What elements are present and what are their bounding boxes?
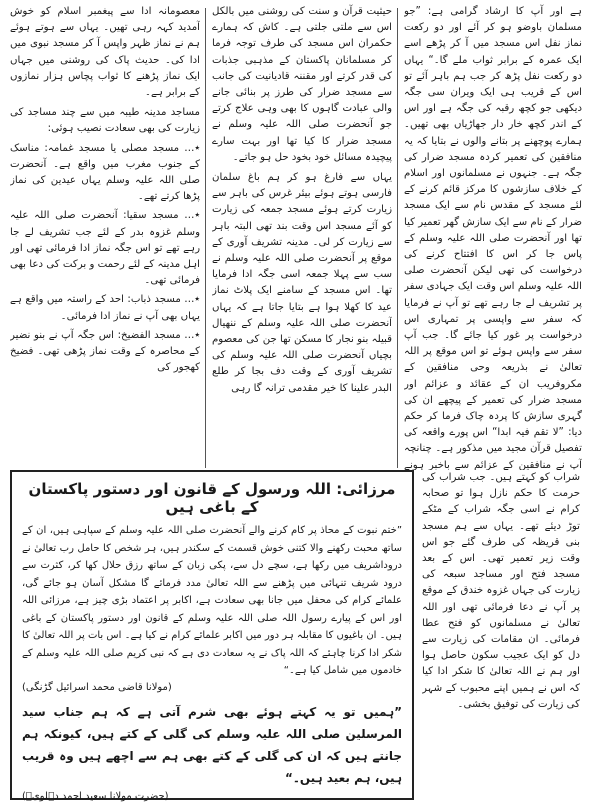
article-column-side <box>422 470 580 800</box>
article-column-left <box>10 4 200 470</box>
box-title: مرزائی: اللہ ورسول کے قانون اور دستور پاکستان کے باغی ہیں <box>28 480 396 516</box>
paragraph: ٭… مسجد الفضیخ: اس جگہ آپ نے بنو نضیر کے محاصرہ کے وقت نماز پڑھی تھی۔ فضیخ کھجور کی <box>10 329 200 374</box>
paragraph: معصومانہ ادا سے پیغمبر اسلام کو خوش آمدید کہہ رہی تھیں۔ یہاں سے ہوتے ہوئے ہم نے نماز ظہر واپس آ کر مسجد نبوی میں ادا کی۔ حدیث پاک کی روشنی میں جہاں ایک نماز پڑھنے کا ثواب پچاس ہزار نمازوں کے برابر ہے۔ <box>10 6 200 99</box>
quote-box <box>10 470 414 800</box>
box-credit: (مولانا قاضی محمد اسرائیل گڑنگی) <box>22 681 172 693</box>
paragraph: حیثیت قرآن و سنت کی روشنی میں بالکل اس سے ملتی جلتی ہے۔ کاش کہ ہمارے حکمران اس مسجد کی طرف توجہ فرما کر مسلمانان پاکستان کے مذہبی جذبات کی قدر کرتے اور مقننہ قادیانیت کی جانب سے مسجد ضرار کی طرز پر بنائی جانے والی عبادت گاہوں کا بھی وہی علاج کرتے جو آنحضرت صلی اللہ علیہ وسلم نے مسجد ضرار کا کیا تھا اور بہت سارے پیچیدہ مسائل خود بخود حل ہو جاتے۔ <box>212 6 392 163</box>
box-quote: ”ہمیں تو یہ کہتے ہوئے بھی شرم آتی ہے کہ ہم جناب سید المرسلین صلی اللہ علیہ وسلم کی گلی کے کتے ہیں، کیونکہ ہم جانتے ہیں کہ ان کی گلی کے کتے بھی ہم سے اچھے ہیں وہ قریب ہیں، ہم بعید ہیں۔“ <box>22 704 402 785</box>
paragraph: ٭… مسجد ذباب: احد کے راستہ میں واقع ہے یہاں بھی آپ نے نماز ادا فرمائی۔ <box>10 294 200 322</box>
paragraph: ٭… مسجد سقیا: آنحضرت صلی اللہ علیہ وسلم غزوہ بدر کے لئے جب تشریف لے جا رہے تھے تو اس جگہ نماز ادا فرمائی تھی اور اہل مدینہ کے لئے رحمت و برکت کی دعا بھی فرمائی تھی۔ <box>10 210 200 287</box>
article-column-middle <box>212 4 392 470</box>
article-columns <box>10 4 582 470</box>
paragraph: شراب کو کہتے ہیں۔ جب شراب کی حرمت کا حکم نازل ہوا تو صحابہ کرام نے اسی جگہ شراب کے مٹکے توڑ دیئے تھے۔ یہاں سے ہم مسجد بنی قریظہ کی طرف گئے جو اس وقت زیر تعمیر تھی۔ اس کے بعد مسجد فتح اور مساجد سبعہ کی زیارت کی جہاں غزوہ خندق کے موقع پر آپ نے دعا فرمائی تھی اور اللہ تعالیٰ نے مسلمانوں کو فتح عطا فرمائی۔ ان مقامات کی زیارت سے دل کو ایک عجیب سکون حاصل ہوا اور ہم نے اللہ تعالیٰ کا شکر ادا کیا کہ اس نے ہمیں اپنے محبوب کے شہر کی زیارت کی توفیق بخشی۔ <box>422 472 580 710</box>
article-column-right <box>404 4 582 470</box>
box-quote: ”ختم نبوت کے محاذ پر کام کرنے والے آنحضرت صلی اللہ علیہ وسلم کے سپاہی ہیں، ان کے ساتھ محبت رکھنے والا کتنی خوش قسمت کے سکندر ہیں، ہر شخص کا حامل رب تعالیٰ نے دروداشریف میں رکھا ہے، سچے دل سے، پکی زبان کے ساتھ رزق حلال کھا کر، کثرت سے درود شریف تنہائی میں پڑھنے سے اللہ تعالیٰ مدد فرمائے گا مشکل آسان ہو جائے گی، علمائے کرام کی محفل میں جانا بھی سعادت ہے، اکابر پر اعتماد بڑی چیز ہے، مرزائی اللہ اور اس کے پیارے رسول اللہ صلی اللہ علیہ وسلم کے قانون اور دستور پاکستان کے باغی ہیں۔ ان باغیوں کا مقابلہ ہر دور میں اکابر علمائے کرام نے کیا ہے۔ اس بات پر اللہ تعالیٰ کا شکر ادا کرنا چاہئے کہ اللہ پاک نے یہ سعادت دی ہے کہ نبی کریم صلی اللہ علیہ وسلم کے خادموں میں شامل کیا ہے۔“ <box>22 525 402 676</box>
paragraph: یہاں سے فارغ ہو کر ہم باغ سلمان فارسی ہوتے ہوئے بیئر غرس کی باہر سے زیارت کرتے ہوئے مسجد جمعہ کی زیارت کو آئے مسجد اس وقت بند تھی البتہ باہر سے زیارت کر لی۔ مدینہ تشریف آوری کے موقع پر آنحضرت صلی اللہ علیہ وسلم نے سب سے پہلا جمعہ اسی جگہ ادا فرمایا تھا۔ اس مسجد کے سامنے ایک پلاٹ نماز عید کا کھلا ہوا ہے بتایا جاتا ہے کہ یہاں آنحضرت صلی اللہ علیہ وسلم کے ننھیال قبیلہ بنو نجار کا مسکن تھا جن کی معصوم بچیاں آنحضرت صلی اللہ علیہ وسلم کی تشریف آوری کے وقت دف بجا کر طلع البدر علینا کا خیر مقدمی ترانہ گا رہی <box>212 172 392 394</box>
paragraph: ہے اور آپ کا ارشاد گرامی ہے: ”جو مسلمان باوضو ہو کر آئے اور دو رکعت نماز نفل اس مسجد میں آ کر پڑھے اسے ایک عمرہ کے برابر ثواب ملے گا۔“ یہاں دو رکعت نفل پڑھ کر جب ہم باہر آئے تو اس کے قریب ہی ایک ویران سی جگہ دیکھی جو کچھ رقبہ کی جگہ ہے اور اس کے اندر کچھ خار دار جھاڑیاں بھی تھیں۔ ہمارے پوچھنے پر بتانے والوں نے بتایا کہ یہ منافقین کی تعمیر کردہ مسجد ضرار کی جگہ ہے۔ جنہوں نے مسلمانوں اور اسلام کے خلاف سازشوں کا مرکز قائم کرنے کے لئے مسجد کے مقدس نام سے ایک مسجد ضرار کے نام سے ایک سازش گھر تعمیر کیا تھا اور آنحضرت صلی اللہ علیہ وسلم کے پاس جا کر اس کا افتتاح کرنے کی درخواست کی تھی لیکن آنحضرت صلی اللہ علیہ وسلم اس وقت ایک جہادی سفر پر تشریف لے جا رہے تھے تو آپ نے فرمایا کہ سفر سے واپسی پر تمہاری اس درخواست پر غور کیا جائے گا۔ جب آپ سفر سے واپس ہوئے تو اس موقع پر اللہ تعالیٰ نے بذریعہ وحی منافقین کے مکروفریب ان کے عقائد و عزائم اور مسجد ضرار کی تعمیر کے پیچھے ان کی گہری سازش کا پردہ چاک فرما کر حکم دیا: ”لا تقم فیہ ابدا“ اس پورے واقعہ کی تفصیل قرآن مجید میں مذکور ہے۔ چنانچہ آپ نے منافقین کے عزائم سے باخبر ہونے <box>404 6 582 470</box>
paragraph: ٭… مسجد مصلی یا مسجد غمامہ: مناسک کے جنوب مغرب میں واقع ہے۔ آنحضرت صلی اللہ علیہ وسلم یہاں عیدین کی نماز پڑھا کرتے تھے۔ <box>10 142 200 203</box>
column-divider <box>397 8 398 468</box>
box-credit: (حضرت مولانا سعید احمد دہلویؒ) <box>22 790 169 802</box>
column-divider <box>205 8 206 468</box>
paragraph: مساجد مدینہ طیبہ میں سے چند مساجد کی زیارت کی بھی سعادت نصیب ہوئی: <box>10 107 200 135</box>
